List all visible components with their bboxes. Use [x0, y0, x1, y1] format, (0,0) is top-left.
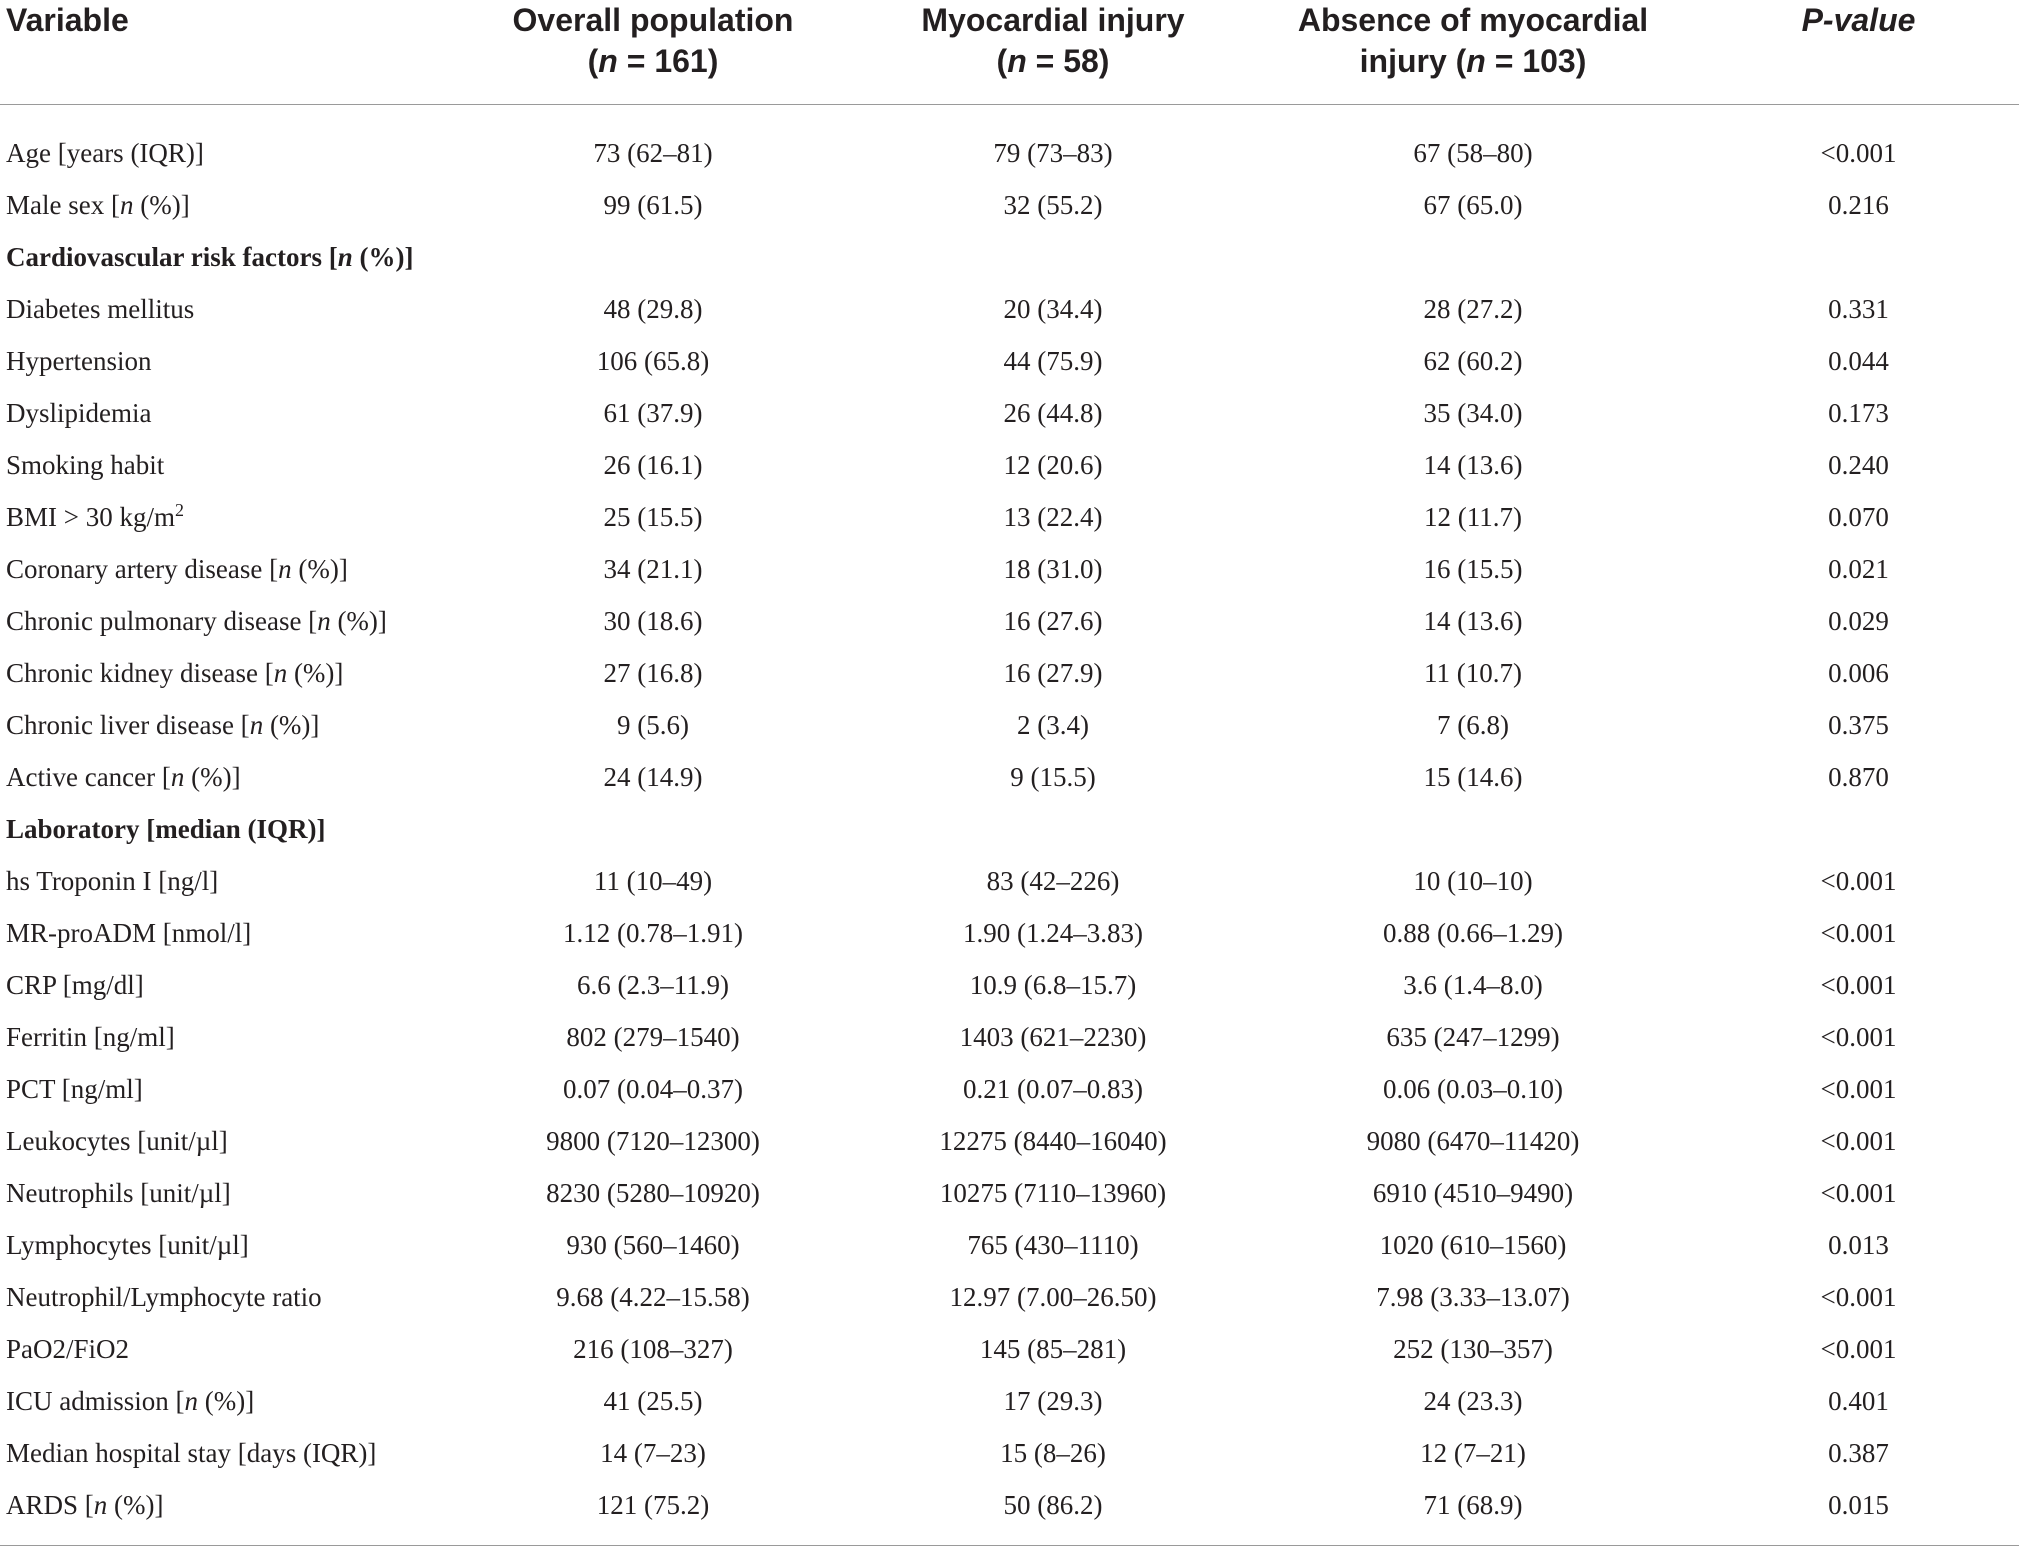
overall-value: 30 (18.6): [603, 605, 703, 636]
row-label-pre: Cardiovascular risk factors [: [6, 241, 338, 272]
overall-value: 9 (5.6): [617, 709, 689, 740]
row-label: [0, 231, 448, 283]
injury-value: 12 (20.6): [1003, 449, 1103, 480]
row-label-it: n: [278, 553, 292, 584]
header-p-value-text: P-value: [1801, 2, 1916, 38]
header-injury-line2-pre: (: [996, 43, 1008, 79]
row-label: [0, 1219, 448, 1271]
overall-value: 802 (279–1540): [566, 1021, 740, 1052]
overall-value: 1.12 (0.78–1.91): [563, 917, 743, 948]
row-label-pre: Neutrophil/Lymphocyte ratio: [6, 1281, 322, 1312]
p-value: 0.870: [1828, 761, 1889, 792]
overall-value: 11 (10–49): [593, 865, 713, 896]
table-row: [0, 387, 2019, 439]
table-row: [0, 959, 2019, 1011]
row-label-pre: Ferritin [ng/ml]: [6, 1021, 175, 1052]
row-label-pre: MR-proADM [nmol/l]: [6, 917, 252, 948]
absence-value: 9080 (6470–11420): [1366, 1125, 1580, 1156]
row-label: [0, 751, 448, 803]
absence-value: 3.6 (1.4–8.0): [1403, 969, 1543, 1000]
section-header-row: [0, 803, 2019, 855]
absence-value: [1248, 231, 1698, 283]
p-value: [1698, 803, 2019, 855]
row-label-pre: PCT [ng/ml]: [6, 1073, 143, 1104]
overall-value: 106 (65.8): [596, 345, 710, 376]
table-row: [0, 1115, 2019, 1167]
row-label-pre: Chronic kidney disease [: [6, 657, 274, 688]
overall-value: 216 (108–327): [573, 1333, 733, 1364]
p-value: 0.015: [1698, 1479, 2019, 1546]
p-value: <0.001: [1820, 1333, 1897, 1364]
overall-value: 8230 (5280–10920): [546, 1177, 760, 1208]
p-value: <0.001: [1820, 1177, 1897, 1208]
overall-value: 48 (29.8): [603, 293, 703, 324]
header-p-value: [1698, 0, 2019, 104]
injury-value: 1403 (621–2230): [959, 1021, 1147, 1052]
injury-value: 26 (44.8): [1003, 397, 1103, 428]
row-label: [0, 104, 448, 179]
header-myocardial-injury: [858, 0, 1248, 104]
row-label: [0, 699, 448, 751]
injury-value: 18 (31.0): [1003, 553, 1103, 584]
table-row: [0, 335, 2019, 387]
absence-value: 15 (14.6): [1423, 761, 1523, 792]
row-label-pre: Lymphocytes [unit/µl]: [6, 1229, 249, 1260]
row-label-pre: Dyslipidemia: [6, 397, 152, 428]
row-label-pre: Neutrophils [unit/µl]: [6, 1177, 231, 1208]
injury-value: 17 (29.3): [1003, 1385, 1103, 1416]
injury-value: 10275 (7110–13960): [939, 1177, 1167, 1208]
injury-value: 83 (42–226): [986, 865, 1120, 896]
injury-value: [858, 803, 1248, 855]
overall-value: 41 (25.5): [603, 1385, 703, 1416]
row-label-it: n: [273, 657, 288, 688]
row-label: [0, 283, 448, 335]
header-absence-of-injury: [1248, 0, 1698, 104]
row-label-it: n: [93, 1489, 108, 1520]
table-header: [0, 0, 2019, 104]
table-row: [0, 1063, 2019, 1115]
row-label-pre: Male sex [: [6, 189, 120, 220]
row-label: [0, 1375, 448, 1427]
absence-value: 10 (10–10): [1413, 865, 1533, 896]
p-value: 0.401: [1828, 1385, 1889, 1416]
header-row: [0, 0, 2019, 104]
header-overall-line2-post: = 161): [617, 43, 719, 79]
row-label-sup: 2: [175, 499, 184, 520]
p-value: <0.001: [1820, 1125, 1897, 1156]
row-label-it: n: [249, 709, 264, 740]
row-label: [0, 907, 448, 959]
p-value: 0.029: [1828, 605, 1889, 636]
row-label-pre: PaO2/FiO2: [6, 1333, 130, 1364]
row-label-pre: Median hospital stay [days (IQR)]: [6, 1437, 377, 1468]
overall-value: 99 (61.5): [603, 189, 703, 220]
p-value: 0.331: [1828, 293, 1889, 324]
row-label-pre: Diabetes mellitus: [6, 293, 195, 324]
absence-value: 6910 (4510–9490): [1372, 1177, 1574, 1208]
table-row: [0, 1479, 2019, 1546]
table-row: [0, 699, 2019, 751]
row-label-post: (%)]: [107, 1489, 164, 1520]
row-label-pre: Laboratory [median (IQR)]: [6, 813, 326, 844]
row-label-pre: Age [years (IQR)]: [6, 137, 204, 168]
overall-value: 27 (16.8): [603, 657, 703, 688]
table-row: [0, 647, 2019, 699]
row-label-pre: Hypertension: [6, 345, 152, 376]
p-value: <0.001: [1820, 1021, 1897, 1052]
overall-value: 25 (15.5): [603, 501, 703, 532]
header-variable: [0, 0, 448, 104]
row-label-pre: hs Troponin I [ng/l]: [6, 865, 219, 896]
table-body: [0, 104, 2019, 1545]
row-label-it: n: [170, 761, 185, 792]
table-row: [0, 283, 2019, 335]
row-label-post: (%)]: [291, 553, 348, 584]
overall-value: 9.68 (4.22–15.58): [556, 1281, 750, 1312]
injury-value: 12275 (8440–16040): [939, 1125, 1167, 1156]
p-value: <0.001: [1820, 1281, 1897, 1312]
injury-value: 20 (34.4): [1003, 293, 1103, 324]
p-value: <0.001: [1820, 865, 1897, 896]
p-value: <0.001: [1820, 969, 1897, 1000]
header-overall-line2: [448, 41, 858, 82]
row-label: [0, 179, 448, 231]
row-label-post: (%)]: [184, 761, 241, 792]
overall-value: 34 (21.1): [603, 553, 703, 584]
absence-value: 7.98 (3.33–13.07): [1376, 1281, 1570, 1312]
overall-value: 9800 (7120–12300): [546, 1125, 760, 1156]
header-absence-line1: Absence of myocardial: [1297, 2, 1649, 38]
header-absence-line2-pre: injury (: [1359, 43, 1467, 79]
header-injury-line2-post: = 58): [1026, 43, 1110, 79]
injury-value: 0.21 (0.07–0.83): [963, 1073, 1143, 1104]
overall-value: [448, 231, 858, 283]
table-row: [0, 855, 2019, 907]
row-label-it: n: [184, 1385, 198, 1416]
row-label-pre: Smoking habit: [6, 449, 165, 480]
row-label: [0, 543, 448, 595]
injury-value: 12.97 (7.00–26.50): [949, 1281, 1157, 1312]
row-label-pre: CRP [mg/dl]: [6, 969, 144, 1000]
absence-value: 67 (58–80): [1413, 137, 1533, 168]
row-label-it: n: [317, 605, 331, 636]
row-label-it: n: [337, 241, 353, 272]
row-label: [0, 387, 448, 439]
header-variable-text: Variable: [6, 2, 129, 38]
row-label: [0, 803, 448, 855]
overall-value: 73 (62–81): [593, 137, 713, 168]
p-value: 0.013: [1828, 1229, 1889, 1260]
p-value: 0.375: [1828, 709, 1889, 740]
row-label: [0, 647, 448, 699]
overall-value: 24 (14.9): [603, 761, 703, 792]
absence-value: 7 (6.8): [1437, 709, 1509, 740]
row-label-pre: Chronic liver disease [: [6, 709, 250, 740]
overall-value: 61 (37.9): [603, 397, 703, 428]
table-row: [0, 104, 2019, 179]
overall-value: 930 (560–1460): [566, 1229, 740, 1260]
injury-value: 15 (8–26): [1000, 1437, 1106, 1468]
row-label: [0, 1427, 448, 1479]
p-value: [1698, 231, 2019, 283]
row-label: [0, 491, 448, 543]
absence-value: 67 (65.0): [1423, 189, 1523, 220]
table-row: [0, 1323, 2019, 1375]
row-label: [0, 1323, 448, 1375]
row-label: [0, 1011, 448, 1063]
p-value: 0.173: [1828, 397, 1889, 428]
row-label: [0, 1115, 448, 1167]
row-label: [0, 1167, 448, 1219]
overall-value: 14 (7–23): [600, 1437, 706, 1468]
row-label-pre: Active cancer [: [6, 761, 171, 792]
p-value: <0.001: [1820, 917, 1897, 948]
injury-value: 10.9 (6.8–15.7): [969, 969, 1137, 1000]
table-row: [0, 1219, 2019, 1271]
overall-value: 6.6 (2.3–11.9): [577, 969, 729, 1000]
overall-value: 121 (75.2): [448, 1479, 858, 1546]
absence-value: 252 (130–357): [1393, 1333, 1553, 1364]
header-absence-line2-post: = 103): [1485, 43, 1587, 79]
injury-value: 765 (430–1110): [967, 1229, 1139, 1260]
header-absence-line2: [1248, 41, 1698, 82]
absence-value: 0.88 (0.66–1.29): [1383, 917, 1563, 948]
p-value: <0.001: [1820, 137, 1897, 168]
absence-value: 1020 (610–1560): [1379, 1229, 1567, 1260]
absence-value: 635 (247–1299): [1386, 1021, 1560, 1052]
row-label-pre: Leukocytes [unit/µl]: [6, 1125, 228, 1156]
absence-value: 14 (13.6): [1423, 449, 1523, 480]
injury-value: [858, 231, 1248, 283]
row-label-post: (%)]: [263, 709, 320, 740]
row-label: [0, 1271, 448, 1323]
injury-value: 32 (55.2): [1003, 189, 1103, 220]
row-label-pre: ICU admission [: [6, 1385, 185, 1416]
absence-value: 12 (7–21): [1420, 1437, 1526, 1468]
table-row: [0, 1427, 2019, 1479]
p-value: 0.216: [1828, 189, 1889, 220]
row-label-pre: BMI > 30 kg/m: [6, 501, 175, 532]
row-label: [0, 335, 448, 387]
p-value: <0.001: [1820, 1073, 1897, 1104]
injury-value: 16 (27.6): [1003, 605, 1103, 636]
row-label: [0, 595, 448, 647]
row-label-post: (%)]: [352, 241, 414, 272]
row-label: [0, 1063, 448, 1115]
absence-value: 11 (10.7): [1424, 657, 1522, 688]
absence-value: 62 (60.2): [1423, 345, 1523, 376]
injury-value: 79 (73–83): [993, 137, 1113, 168]
row-label-post: (%)]: [133, 189, 190, 220]
table-row: [0, 1271, 2019, 1323]
injury-value: 16 (27.9): [1003, 657, 1103, 688]
table-row: [0, 595, 2019, 647]
header-overall-line2-n: n: [598, 43, 618, 79]
table-row: [0, 1167, 2019, 1219]
table-row: [0, 543, 2019, 595]
p-value: 0.044: [1828, 345, 1889, 376]
row-label-pre: Coronary artery disease [: [6, 553, 279, 584]
row-label: [0, 959, 448, 1011]
table-row: [0, 491, 2019, 543]
injury-value: 145 (85–281): [979, 1333, 1127, 1364]
section-header-row: [0, 231, 2019, 283]
table-row: [0, 439, 2019, 491]
absence-value: 14 (13.6): [1423, 605, 1523, 636]
injury-value: 2 (3.4): [1017, 709, 1089, 740]
header-overall-population: [448, 0, 858, 104]
injury-value: 50 (86.2): [858, 1479, 1248, 1546]
injury-value: 13 (22.4): [1003, 501, 1103, 532]
header-injury-line2-n: n: [1007, 43, 1027, 79]
table-row: [0, 1011, 2019, 1063]
header-injury-line1: Myocardial injury: [921, 2, 1185, 38]
table-row: [0, 179, 2019, 231]
row-label: [0, 1479, 448, 1546]
p-value: 0.021: [1828, 553, 1889, 584]
overall-value: [448, 803, 858, 855]
absence-value: 24 (23.3): [1423, 1385, 1523, 1416]
absence-value: 16 (15.5): [1423, 553, 1523, 584]
header-overall-line1: Overall population: [512, 2, 794, 38]
row-label: [0, 855, 448, 907]
overall-value: 0.07 (0.04–0.37): [563, 1073, 743, 1104]
absence-value: 35 (34.0): [1423, 397, 1523, 428]
absence-value: 0.06 (0.03–0.10): [1383, 1073, 1563, 1104]
overall-value: 26 (16.1): [603, 449, 703, 480]
table-row: [0, 751, 2019, 803]
absence-value: 71 (68.9): [1248, 1479, 1698, 1546]
p-value: 0.006: [1828, 657, 1889, 688]
table-row: [0, 907, 2019, 959]
absence-value: 12 (11.7): [1424, 501, 1522, 532]
row-label-post: (%)]: [330, 605, 387, 636]
absence-value: [1248, 803, 1698, 855]
absence-value: 28 (27.2): [1423, 293, 1523, 324]
row-label: [0, 439, 448, 491]
row-label-it: n: [119, 189, 134, 220]
row-label-pre: Chronic pulmonary disease [: [6, 605, 318, 636]
injury-value: 1.90 (1.24–3.83): [963, 917, 1143, 948]
p-value: 0.070: [1828, 501, 1889, 532]
row-label-post: (%)]: [198, 1385, 255, 1416]
header-overall-line2-pre: (: [587, 43, 599, 79]
row-label-post: (%)]: [287, 657, 344, 688]
row-label-pre: ARDS [: [6, 1489, 94, 1520]
p-value: 0.387: [1828, 1437, 1889, 1468]
header-injury-line2: [858, 41, 1248, 82]
p-value: 0.240: [1828, 449, 1889, 480]
header-absence-line2-n: n: [1466, 43, 1486, 79]
injury-value: 44 (75.9): [1003, 345, 1103, 376]
injury-value: 9 (15.5): [1010, 761, 1096, 792]
table-row: [0, 1375, 2019, 1427]
